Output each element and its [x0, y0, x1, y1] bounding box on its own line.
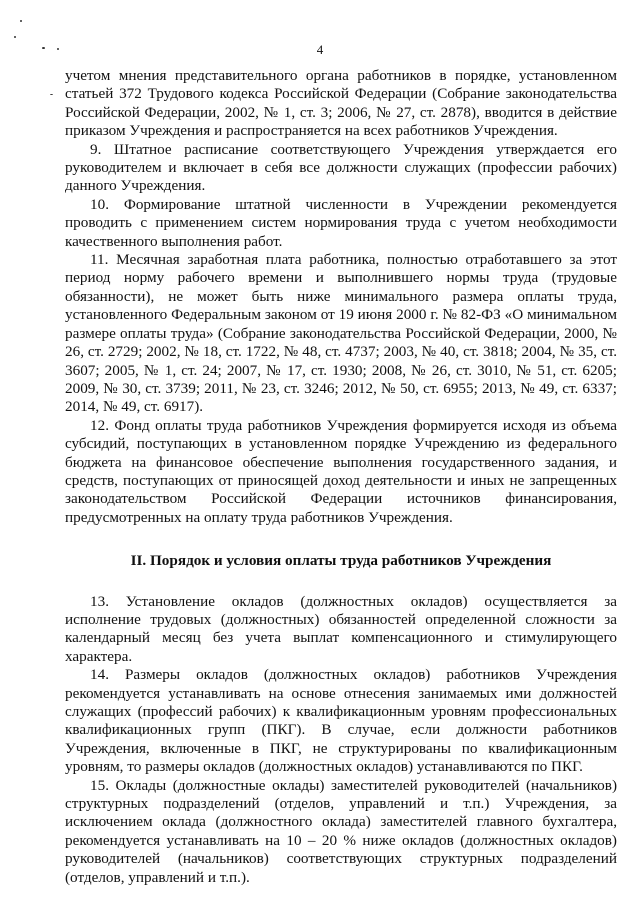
paragraph-11: 11. Месячная заработная плата работника, полностью отработавшего за этот период норму рабочего времени и выполнившего нормы труда (трудовые обязанности), не может быть ниже минимального размера оплаты труда, установленного Федеральным законом от 19 июня 2000 г. № 82-ФЗ «О минимальном размере оплаты труда» (Собрание законодательства Российской Федерации, 2000, № 26, ст. 2729; 2002, № 18, ст. 1722, № 48, ст. 4737; 2003, № 40, ст. 3818; 2004, № 35, ст. 3607; 2005, № 1, ст. 24; 2007, № 17, ст. 1930; 2008, № 26, ст. 3010, № 51, ст. 6205; 2009, № 30, ст. 3739; 2011, № 23, ст. 3246; 2012, № 50, ст. 6955; 2013, № 49, ст. 6337; 2014, № 49, ст. 6917).	[65, 251, 617, 416]
document-body	[65, 67, 617, 887]
page-number: 4	[316, 42, 324, 57]
scan-speck	[14, 36, 16, 38]
paragraph-13: 13. Установление окладов (должностных окладов) осуществляется за исполнение трудовых (должностных) обязанностей определенной сложности за календарный месяц без учета выплат компенсационного и стимулирующего характера.	[65, 592, 617, 665]
paragraph-15: 15. Оклады (должностные оклады) заместителей руководителей (начальников) структурных подразделений (отделов, управлений и т.п.) Учреждения, за исключением оклада (должностного оклада) заместителей главного бухгалтера, рекомендуется устанавливать на 10 – 20 % ниже окладов (должностных окладов) руководителей (начальников) соответствующих структурных подразделений (отделов, управлений и т.п.).	[65, 776, 617, 886]
paragraph-continued: учетом мнения представительного органа работников в порядке, установленном статьей 372 Трудового кодекса Российской Федерации (Собрание законодательства Российской Федерации, 2002, № 1, ст. 3; 2006, № 27, ст. 2878), вводится в действие приказом Учреждения и распространяется на всех работников Учреждения.	[65, 67, 617, 140]
section-title: II. Порядок и условия оплаты труда работников Учреждения	[130, 552, 552, 570]
scan-speck	[20, 20, 22, 22]
paragraph-14: 14. Размеры окладов (должностных окладов) работников Учреждения рекомендуется устанавливать на основе отнесения занимаемых ими должностей служащих (профессий рабочих) к квалификационным уровням профессиональных квалификационных групп (ПКГ). В случае, если должности работников Учреждения, включенные в ПКГ, не структурированы по квалификационным уровням, то размеры окладов (должностных окладов) устанавливаются по ПКГ.	[65, 666, 617, 776]
paragraph-12: 12. Фонд оплаты труда работников Учреждения формируется исходя из объема субсидий, поступающих в установленном порядке Учреждению из федерального бюджета на финансовое обеспечение выполнения государственного задания, и средств, поступающих от приносящей доход деятельности и иных не запрещенных законодательством Российской Федерации источников финансирования, предусмотренных на оплату труда работников Учреждения.	[65, 416, 617, 526]
paragraph-10: 10. Формирование штатной численности в Учреждении рекомендуется проводить с применением систем нормирования труда с учетом необходимости качественного выполнения работ.	[65, 195, 617, 250]
paragraph-9: 9. Штатное расписание соответствующего Учреждения утверждается его руководителем и включает в себя все должности служащих (профессии рабочих) данного Учреждения.	[65, 140, 617, 195]
scan-speck	[50, 94, 53, 95]
